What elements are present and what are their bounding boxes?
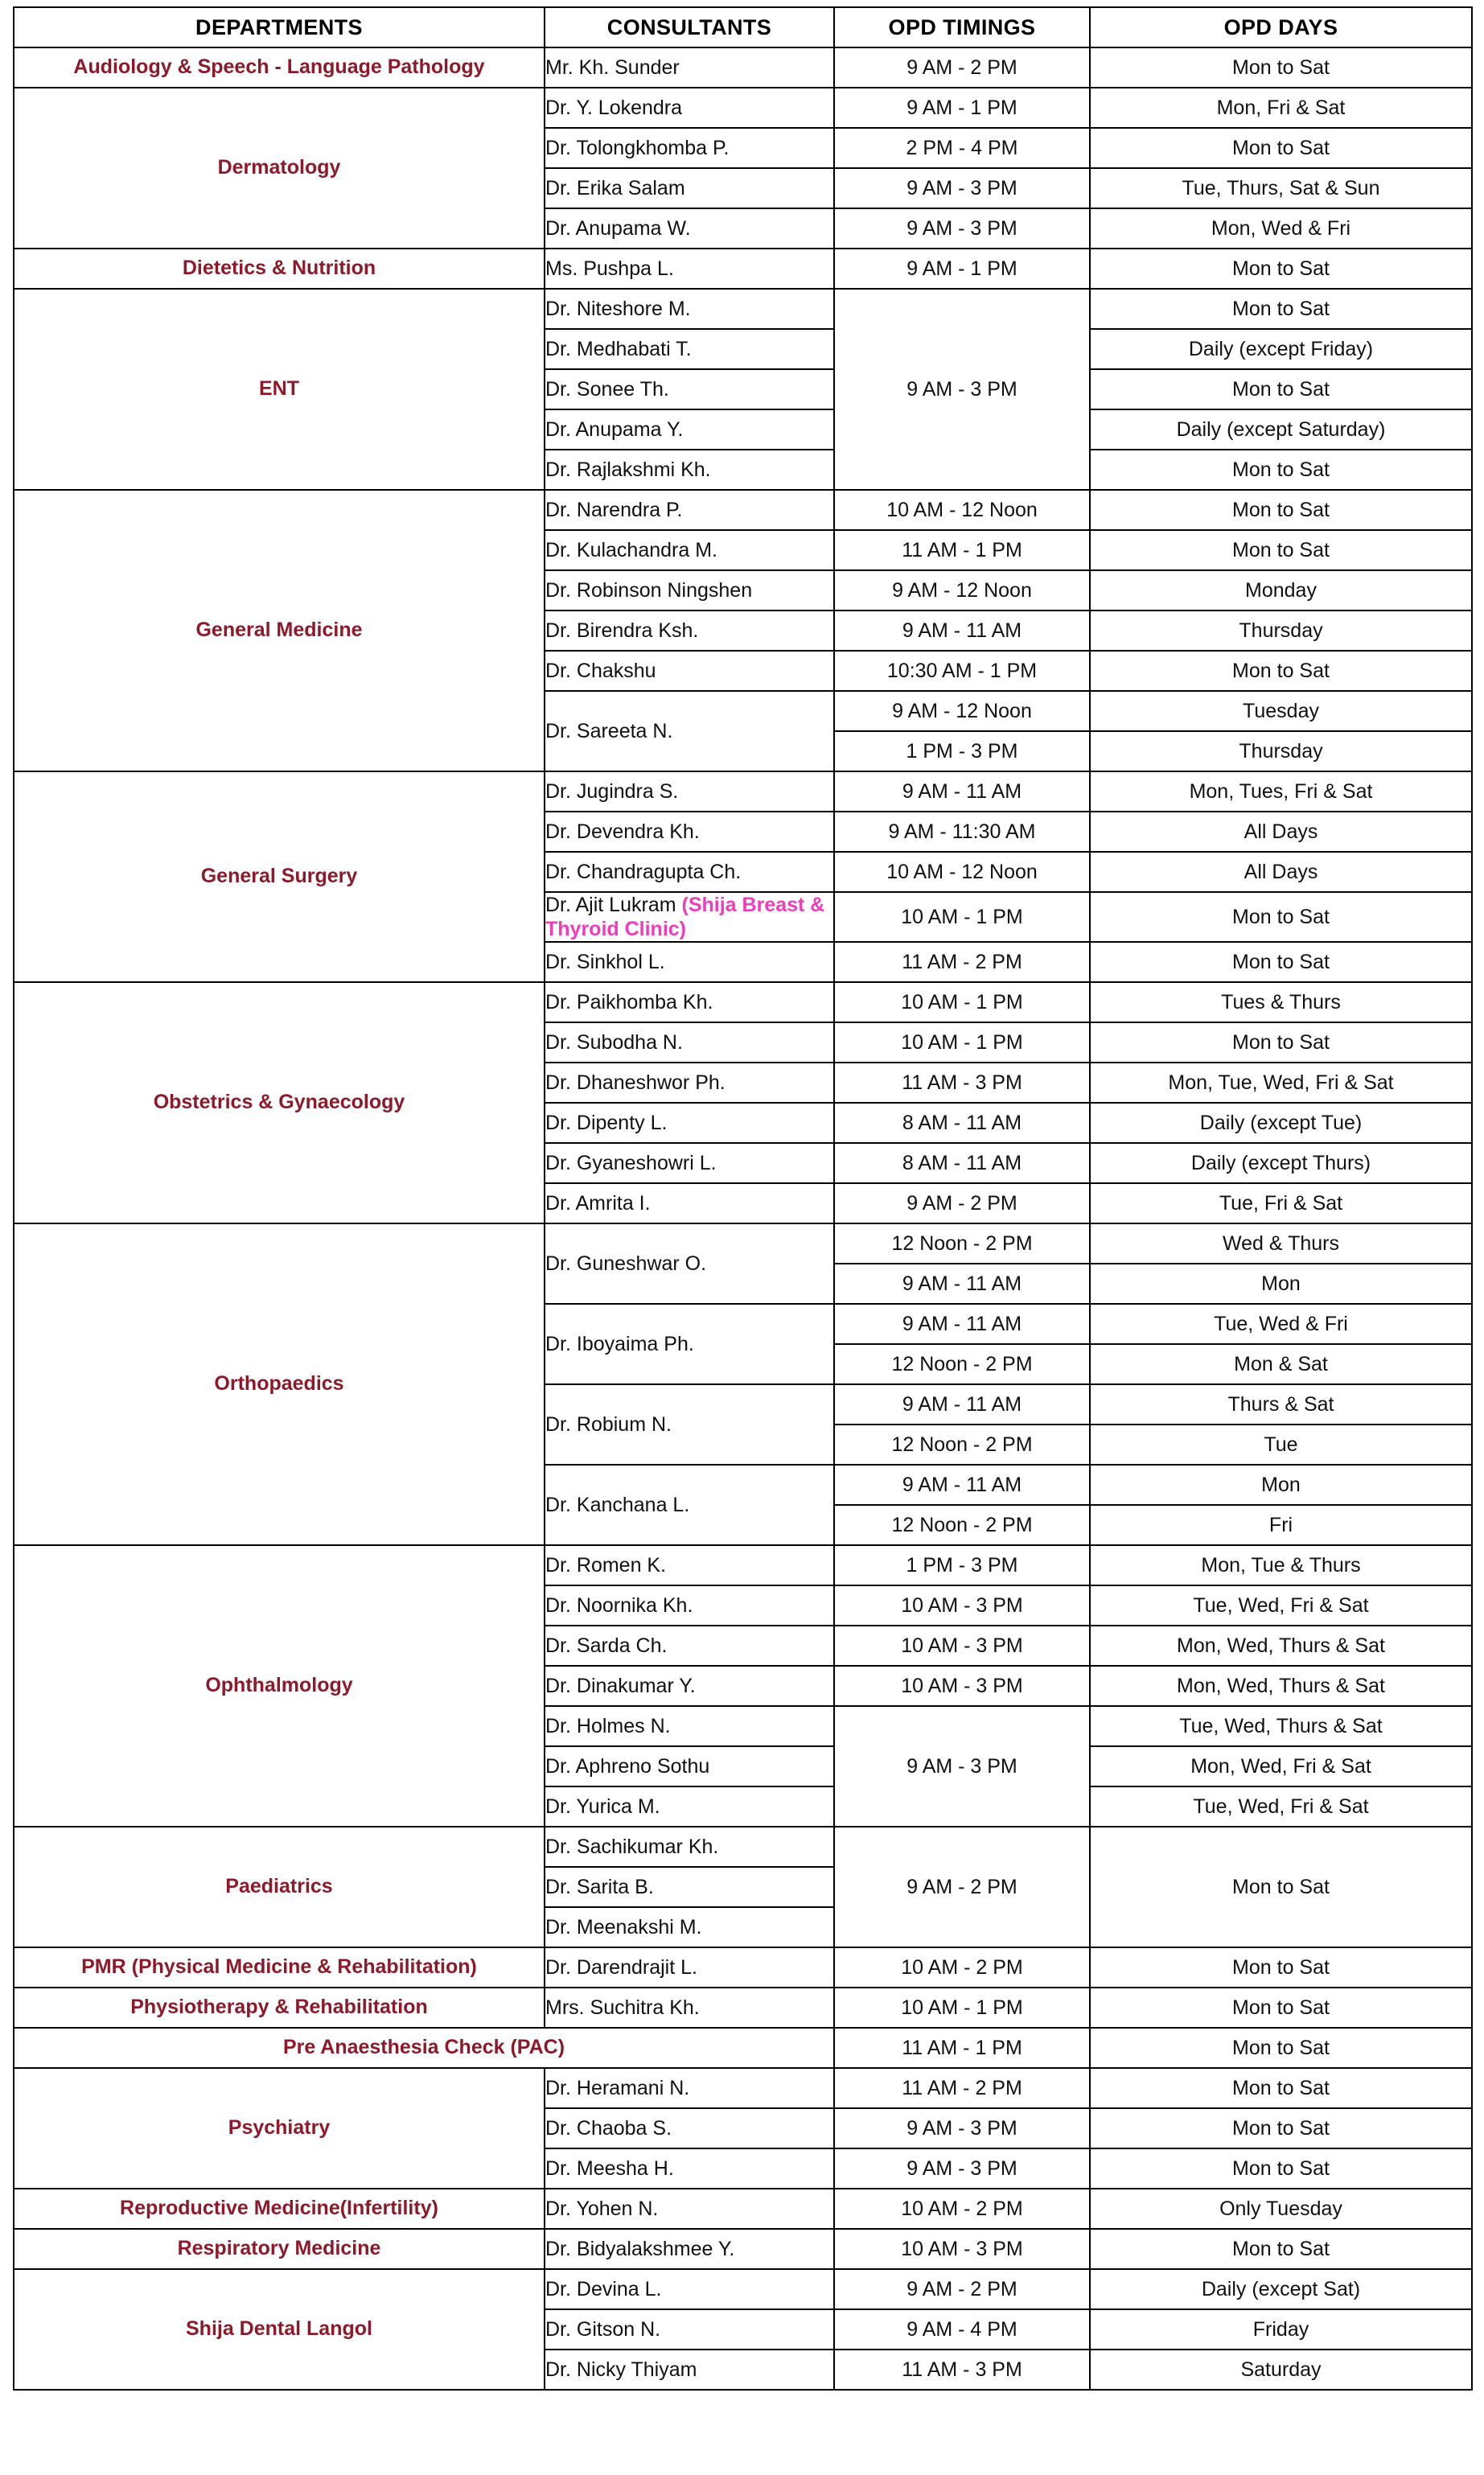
consultant-cell (545, 1022, 834, 1063)
opd-timing-cell: 10 AM - 3 PM (834, 1626, 1090, 1666)
opd-days-cell: Mon, Wed, Fri & Sat (1090, 1746, 1472, 1786)
table-row (14, 1988, 1472, 2028)
consultant-cell (545, 1947, 834, 1988)
opd-days-cell: Only Tuesday (1090, 2189, 1472, 2229)
department-cell: Respiratory Medicine (14, 2229, 545, 2269)
consultant-cell (545, 1143, 834, 1183)
consultant-cell (545, 289, 834, 329)
opd-days-cell: Tue, Wed, Fri & Sat (1090, 1585, 1472, 1626)
opd-timing-cell: 11 AM - 3 PM (834, 1063, 1090, 1103)
consultant-cell (545, 2350, 834, 2390)
consultant-name: Dr. Robium N. (545, 1413, 672, 1436)
consultant-name: Dr. Erika Salam (545, 177, 685, 199)
opd-timing-cell: 11 AM - 1 PM (834, 2028, 1090, 2068)
opd-days-cell: Mon to Sat (1090, 1947, 1472, 1988)
consultant-name: Dr. Birendra Ksh. (545, 619, 699, 642)
consultant-cell (545, 1827, 834, 1867)
opd-days-cell: Daily (except Sat) (1090, 2269, 1472, 2309)
department-cell: Shija Dental Langol (14, 2269, 545, 2390)
consultant-name: Mrs. Suchitra Kh. (545, 1996, 700, 2019)
opd-days-cell: Mon to Sat (1090, 2068, 1472, 2108)
consultant-cell (545, 1786, 834, 1827)
opd-days-cell: Mon to Sat (1090, 2028, 1472, 2068)
consultant-name: Dr. Gyaneshowri L. (545, 1152, 717, 1174)
table-row (14, 2229, 1472, 2269)
opd-days-cell: Tue, Thurs, Sat & Sun (1090, 168, 1472, 208)
consultant-name: Dr. Subodha N. (545, 1031, 683, 1054)
opd-days-cell: Thursday (1090, 611, 1472, 651)
department-cell: Dietetics & Nutrition (14, 249, 545, 289)
opd-days-cell: Mon to Sat (1090, 128, 1472, 168)
opd-timing-cell: 10 AM - 3 PM (834, 2229, 1090, 2269)
consultant-cell (545, 2189, 834, 2229)
opd-days-cell: Mon, Wed, Thurs & Sat (1090, 1626, 1472, 1666)
consultant-cell (545, 1223, 834, 1304)
opd-days-cell: Mon to Sat (1090, 2148, 1472, 2189)
consultant-cell (545, 1063, 834, 1103)
consultant-name: Dr. Meesha H. (545, 2157, 674, 2180)
consultant-name: Dr. Yohen N. (545, 2197, 659, 2220)
consultant-cell (545, 2068, 834, 2108)
opd-days-cell: Mon to Sat (1090, 450, 1472, 490)
consultant-name: Dr. Bidyalakshmee Y. (545, 2238, 735, 2260)
opd-timing-cell: 10 AM - 1 PM (834, 1988, 1090, 2028)
opd-timing-cell: 9 AM - 11 AM (834, 1264, 1090, 1304)
consultant-cell (545, 530, 834, 570)
table-row (14, 249, 1472, 289)
column-header-departments: DEPARTMENTS (14, 7, 545, 47)
opd-timing-cell: 9 AM - 2 PM (834, 2269, 1090, 2309)
consultant-cell (545, 982, 834, 1022)
opd-days-cell: Daily (except Saturday) (1090, 409, 1472, 450)
consultant-cell (545, 892, 834, 942)
consultant-name: Dr. Robinson Ningshen (545, 579, 753, 602)
department-cell: General Surgery (14, 771, 545, 982)
opd-days-cell: Tue (1090, 1425, 1472, 1465)
opd-timing-cell: 10 AM - 2 PM (834, 1947, 1090, 1988)
consultant-cell (545, 490, 834, 530)
opd-timing-cell: 11 AM - 1 PM (834, 530, 1090, 570)
consultant-cell (545, 1746, 834, 1786)
consultant-cell (545, 47, 834, 88)
department-cell: Audiology & Speech - Language Pathology (14, 47, 545, 88)
consultant-name: Ms. Pushpa L. (545, 257, 674, 280)
opd-days-cell: Wed & Thurs (1090, 1223, 1472, 1264)
opd-timing-cell: 9 AM - 11 AM (834, 1465, 1090, 1505)
opd-timing-cell: 9 AM - 11 AM (834, 611, 1090, 651)
opd-days-cell: Mon to Sat (1090, 1988, 1472, 2028)
consultant-cell (545, 2108, 834, 2148)
department-cell: Physiotherapy & Rehabilitation (14, 1988, 545, 2028)
opd-timing-cell: 9 AM - 1 PM (834, 249, 1090, 289)
opd-timing-cell: 9 AM - 1 PM (834, 88, 1090, 128)
opd-days-cell: Thurs & Sat (1090, 1384, 1472, 1425)
table-row (14, 490, 1472, 530)
opd-days-cell: Mon to Sat (1090, 1022, 1472, 1063)
opd-timing-cell: 9 AM - 11 AM (834, 1384, 1090, 1425)
opd-timing-cell: 10 AM - 3 PM (834, 1666, 1090, 1706)
department-cell: General Medicine (14, 490, 545, 771)
department-cell: Ophthalmology (14, 1545, 545, 1827)
table-row (14, 88, 1472, 128)
opd-days-cell: Tuesday (1090, 691, 1472, 731)
opd-timing-cell: 9 AM - 12 Noon (834, 570, 1090, 611)
department-cell: ENT (14, 289, 545, 490)
opd-timing-cell: 10 AM - 2 PM (834, 2189, 1090, 2229)
table-row (14, 1223, 1472, 1264)
table-row (14, 1947, 1472, 1988)
consultant-cell (545, 1706, 834, 1746)
consultant-name: Dr. Kanchana L. (545, 1494, 690, 1516)
table-row (14, 2189, 1472, 2229)
consultant-name: Dr. Sachikumar Kh. (545, 1836, 719, 1858)
department-cell: Dermatology (14, 88, 545, 249)
department-cell: Obstetrics & Gynaecology (14, 982, 545, 1223)
consultant-name: Dr. Meenakshi M. (545, 1916, 702, 1938)
opd-days-cell: Mon, Fri & Sat (1090, 88, 1472, 128)
consultant-cell (545, 651, 834, 691)
consultant-name: Dr. Sareeta N. (545, 720, 673, 742)
opd-timing-cell: 8 AM - 11 AM (834, 1143, 1090, 1183)
consultant-name: Dr. Sinkhol L. (545, 951, 665, 973)
table-row (14, 2269, 1472, 2309)
opd-timing-cell: 10 AM - 1 PM (834, 1022, 1090, 1063)
opd-timing-cell: 8 AM - 11 AM (834, 1103, 1090, 1143)
opd-days-cell: Mon, Wed, Thurs & Sat (1090, 1666, 1472, 1706)
consultant-name: Dr. Heramani N. (545, 2077, 690, 2099)
consultant-name: Dr. Chandragupta Ch. (545, 861, 742, 883)
opd-days-cell: Mon, Wed & Fri (1090, 208, 1472, 249)
opd-timing-cell: 10 AM - 12 Noon (834, 852, 1090, 892)
opd-schedule-table (13, 6, 1473, 2391)
opd-timing-cell: 9 AM - 3 PM (834, 168, 1090, 208)
consultant-cell (545, 1465, 834, 1545)
opd-timing-cell: 10 AM - 12 Noon (834, 490, 1090, 530)
consultant-cell (545, 1988, 834, 2028)
consultant-cell (545, 1626, 834, 1666)
consultant-cell (545, 249, 834, 289)
opd-timing-cell: 9 AM - 2 PM (834, 1827, 1090, 1947)
opd-timing-cell: 12 Noon - 2 PM (834, 1425, 1090, 1465)
opd-timing-cell: 1 PM - 3 PM (834, 1545, 1090, 1585)
consultant-name: Dr. Kulachandra M. (545, 539, 717, 561)
consultant-cell (545, 771, 834, 812)
table-row (14, 289, 1472, 329)
consultant-cell (545, 2148, 834, 2189)
opd-days-cell: Daily (except Friday) (1090, 329, 1472, 369)
consultant-name: Dr. Devendra Kh. (545, 820, 700, 843)
consultant-name: Dr. Devina L. (545, 2278, 662, 2300)
opd-timing-cell: 10:30 AM - 1 PM (834, 651, 1090, 691)
opd-days-cell: Mon to Sat (1090, 2108, 1472, 2148)
consultant-name: Dr. Sarda Ch. (545, 1634, 668, 1657)
opd-timing-cell: 12 Noon - 2 PM (834, 1505, 1090, 1545)
table-row (14, 2028, 1472, 2068)
opd-timing-cell: 9 AM - 12 Noon (834, 691, 1090, 731)
consultant-cell (545, 1384, 834, 1465)
consultant-cell (545, 128, 834, 168)
opd-days-cell: Mon to Sat (1090, 942, 1472, 982)
consultant-name: Dr. Nicky Thiyam (545, 2358, 697, 2381)
opd-timing-cell: 11 AM - 3 PM (834, 2350, 1090, 2390)
opd-days-cell: Mon, Tue & Thurs (1090, 1545, 1472, 1585)
opd-days-cell: Mon to Sat (1090, 47, 1472, 88)
column-header-consultants: CONSULTANTS (545, 7, 834, 47)
opd-timing-cell: 10 AM - 3 PM (834, 1585, 1090, 1626)
opd-days-cell: Daily (except Tue) (1090, 1103, 1472, 1143)
consultant-cell (545, 450, 834, 490)
opd-days-cell: Mon, Tues, Fri & Sat (1090, 771, 1472, 812)
consultant-cell (545, 1907, 834, 1947)
consultant-name: Dr. Sonee Th. (545, 378, 669, 401)
opd-timing-cell: 9 AM - 11 AM (834, 1304, 1090, 1344)
consultant-cell (545, 1545, 834, 1585)
consultant-name: Dr. Yurica M. (545, 1795, 660, 1818)
department-cell: PMR (Physical Medicine & Rehabilitation) (14, 1947, 545, 1988)
department-cell: Psychiatry (14, 2068, 545, 2189)
consultant-cell (545, 329, 834, 369)
opd-days-cell: Mon (1090, 1264, 1472, 1304)
consultant-name: Dr. Aphreno Sothu (545, 1755, 710, 1778)
opd-days-cell: Monday (1090, 570, 1472, 611)
consultant-cell (545, 1103, 834, 1143)
department-cell: Orthopaedics (14, 1223, 545, 1545)
consultant-name: Dr. Medhabati T. (545, 338, 692, 360)
opd-days-cell: Mon to Sat (1090, 892, 1472, 942)
opd-days-cell: Mon to Sat (1090, 249, 1472, 289)
table-row (14, 2068, 1472, 2108)
table-header (14, 7, 1472, 47)
consultant-cell (545, 1183, 834, 1223)
consultant-name: Dr. Narendra P. (545, 499, 683, 521)
opd-days-cell: Mon to Sat (1090, 289, 1472, 329)
opd-days-cell: Mon to Sat (1090, 651, 1472, 691)
opd-timing-cell: 9 AM - 2 PM (834, 47, 1090, 88)
consultant-name: Dr. Holmes N. (545, 1715, 671, 1737)
consultant-cell (545, 208, 834, 249)
consultant-name: Dr. Y. Lokendra (545, 97, 683, 119)
consultant-cell (545, 691, 834, 771)
consultant-cell (545, 570, 834, 611)
consultant-cell (545, 2229, 834, 2269)
consultant-name: Dr. Anupama W. (545, 217, 691, 240)
consultant-cell (545, 1666, 834, 1706)
consultant-name: Dr. Dipenty L. (545, 1112, 668, 1134)
opd-timing-cell: 9 AM - 3 PM (834, 2108, 1090, 2148)
opd-timing-cell: 11 AM - 2 PM (834, 2068, 1090, 2108)
opd-timing-cell: 9 AM - 3 PM (834, 289, 1090, 490)
consultant-cell (545, 1304, 834, 1384)
department-cell: Paediatrics (14, 1827, 545, 1947)
consultant-cell (545, 1585, 834, 1626)
opd-timing-cell: 9 AM - 3 PM (834, 1706, 1090, 1827)
consultant-cell (545, 2269, 834, 2309)
opd-days-cell: Mon to Sat (1090, 1827, 1472, 1947)
table-body (14, 47, 1472, 2390)
opd-timing-cell: 9 AM - 4 PM (834, 2309, 1090, 2350)
opd-timing-cell: 12 Noon - 2 PM (834, 1223, 1090, 1264)
opd-days-cell: Tue, Wed, Thurs & Sat (1090, 1706, 1472, 1746)
consultant-name: Dr. Sarita B. (545, 1876, 654, 1898)
opd-days-cell: Friday (1090, 2309, 1472, 2350)
opd-timing-cell: 9 AM - 11:30 AM (834, 812, 1090, 852)
consultant-cell (545, 812, 834, 852)
consultant-clinic-note: (Shija Breast & Thyroid Clinic) (545, 894, 825, 940)
consultant-name: Dr. Anupama Y. (545, 418, 684, 441)
consultant-name: Dr. Tolongkhomba P. (545, 137, 730, 159)
opd-timing-cell: 10 AM - 1 PM (834, 892, 1090, 942)
consultant-cell (545, 88, 834, 128)
consultant-name: Dr. Niteshore M. (545, 298, 691, 320)
opd-days-cell: Mon to Sat (1090, 530, 1472, 570)
consultant-cell (545, 2309, 834, 2350)
consultant-name: Dr. Chakshu (545, 660, 656, 682)
opd-days-cell: Mon & Sat (1090, 1344, 1472, 1384)
consultant-name: Dr. Ajit Lukram (545, 894, 682, 916)
opd-days-cell: Tues & Thurs (1090, 982, 1472, 1022)
table-row (14, 771, 1472, 812)
consultant-name: Dr. Guneshwar O. (545, 1252, 707, 1275)
consultant-name: Dr. Dhaneshwor Ph. (545, 1071, 726, 1094)
opd-days-cell: Tue, Wed & Fri (1090, 1304, 1472, 1344)
opd-timing-cell: 12 Noon - 2 PM (834, 1344, 1090, 1384)
column-header-opd-timings: OPD TIMINGS (834, 7, 1090, 47)
opd-days-cell: Saturday (1090, 2350, 1472, 2390)
opd-days-cell: Tue, Fri & Sat (1090, 1183, 1472, 1223)
consultant-cell (545, 852, 834, 892)
consultant-cell (545, 409, 834, 450)
column-header-opd-days: OPD DAYS (1090, 7, 1472, 47)
opd-timing-cell: 10 AM - 1 PM (834, 982, 1090, 1022)
table-row (14, 47, 1472, 88)
opd-timing-cell: 2 PM - 4 PM (834, 128, 1090, 168)
department-cell: Pre Anaesthesia Check (PAC) (14, 2028, 834, 2068)
table-row (14, 982, 1472, 1022)
consultant-name: Dr. Noornika Kh. (545, 1594, 693, 1617)
consultant-name: Dr. Darendrajit L. (545, 1956, 697, 1979)
consultant-name: Dr. Gitson N. (545, 2318, 661, 2341)
consultant-cell (545, 942, 834, 982)
consultant-name: Mr. Kh. Sunder (545, 56, 680, 79)
opd-timing-cell: 1 PM - 3 PM (834, 731, 1090, 771)
consultant-name: Dr. Paikhomba Kh. (545, 991, 713, 1013)
table-row (14, 1545, 1472, 1585)
opd-days-cell: All Days (1090, 812, 1472, 852)
opd-days-cell: All Days (1090, 852, 1472, 892)
opd-days-cell: Daily (except Thurs) (1090, 1143, 1472, 1183)
consultant-cell (545, 369, 834, 409)
opd-days-cell: Mon to Sat (1090, 2229, 1472, 2269)
consultant-cell (545, 611, 834, 651)
opd-timing-cell: 9 AM - 3 PM (834, 208, 1090, 249)
consultant-name: Dr. Dinakumar Y. (545, 1675, 696, 1697)
opd-days-cell: Mon (1090, 1465, 1472, 1505)
opd-timing-cell: 9 AM - 2 PM (834, 1183, 1090, 1223)
consultant-name: Dr. Romen K. (545, 1554, 667, 1577)
consultant-name: Dr. Rajlakshmi Kh. (545, 458, 711, 481)
consultant-name: Dr. Chaoba S. (545, 2117, 672, 2140)
opd-days-cell: Mon, Tue, Wed, Fri & Sat (1090, 1063, 1472, 1103)
consultant-cell (545, 168, 834, 208)
consultant-name: Dr. Iboyaima Ph. (545, 1333, 694, 1355)
opd-timing-cell: 9 AM - 3 PM (834, 2148, 1090, 2189)
opd-days-cell: Fri (1090, 1505, 1472, 1545)
consultant-name: Dr. Amrita I. (545, 1192, 651, 1215)
opd-timing-cell: 9 AM - 11 AM (834, 771, 1090, 812)
table-row (14, 1827, 1472, 1867)
opd-days-cell: Mon to Sat (1090, 490, 1472, 530)
opd-timing-cell: 11 AM - 2 PM (834, 942, 1090, 982)
consultant-name: Dr. Jugindra S. (545, 780, 679, 803)
opd-days-cell: Thursday (1090, 731, 1472, 771)
opd-days-cell: Mon to Sat (1090, 369, 1472, 409)
header-row (14, 7, 1472, 47)
opd-days-cell: Tue, Wed, Fri & Sat (1090, 1786, 1472, 1827)
consultant-cell (545, 1867, 834, 1907)
department-cell: Reproductive Medicine(Infertility) (14, 2189, 545, 2229)
